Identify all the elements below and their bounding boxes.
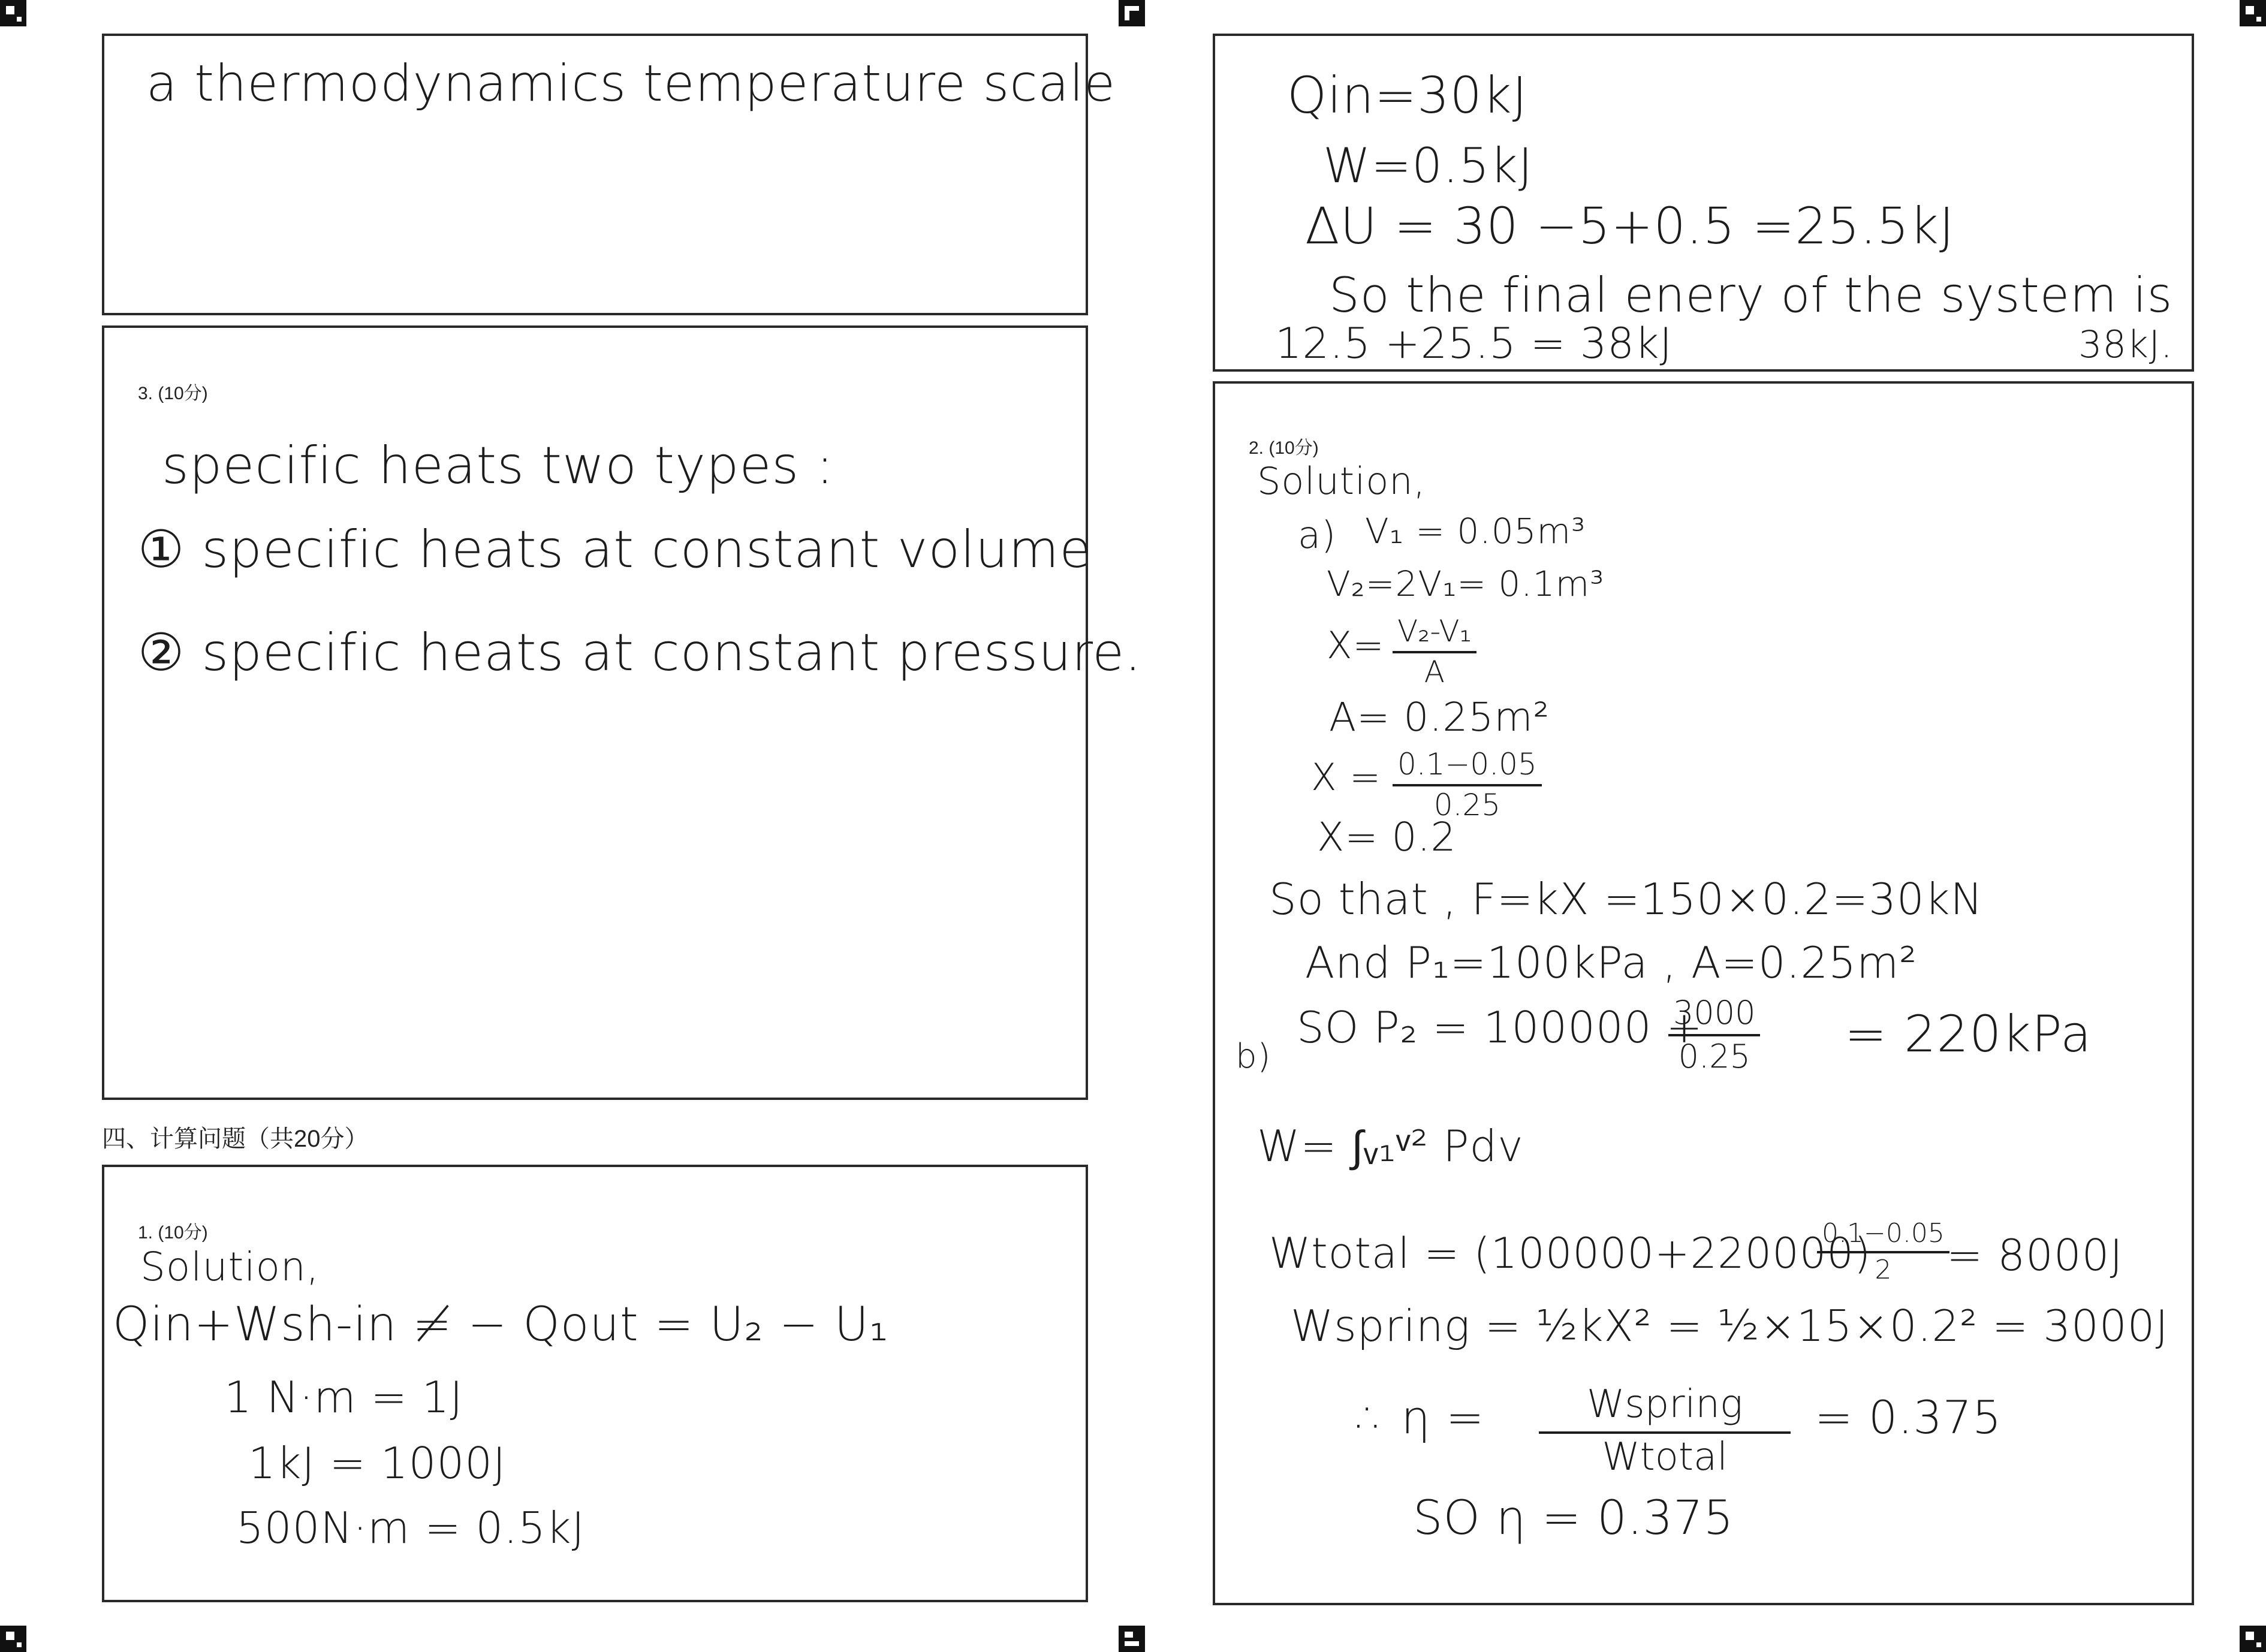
work-spring-line: Wspring = ½kX² = ½×15×0.2² = 3000J: [1291, 1301, 2169, 1351]
efficiency-fraction: [1539, 1382, 1791, 1479]
answer-box-definition: [102, 34, 1116, 315]
x-result-line: X= 0.2: [1317, 814, 1457, 860]
fraction-denominator: 0.25: [1433, 788, 1501, 822]
handwritten-line-2: W=0.5kJ: [1323, 138, 1533, 194]
corner-marker-bottom-right: [2240, 1626, 2266, 1652]
efficiency-final-line: SO η = 0.375: [1413, 1491, 1734, 1545]
fraction-numerator: 0.1−0.05: [1393, 747, 1542, 786]
pressure-1-line: And P₁=100kPa , A=0.25m²: [1305, 937, 1918, 988]
answer-box-continued: [1213, 34, 2194, 372]
answer-box-problem-1: [102, 1165, 1088, 1602]
handwritten-line-3: 1 N·m = 1J: [224, 1372, 463, 1422]
handwritten-line-1: specific heats two types :: [162, 436, 834, 496]
fraction-numerator: Wspring: [1539, 1382, 1791, 1434]
corner-marker-top-right: [2240, 0, 2266, 26]
handwritten-line-3: ② specific heats at constant pressure.: [138, 623, 1142, 683]
fraction-numerator: V₂-V₁: [1393, 614, 1476, 653]
pressure-2-rhs: = 220kPa: [1845, 1005, 2092, 1063]
section-title: 四、计算问题（共20分）: [102, 1126, 369, 1152]
handwritten-line-1: Qin=30kJ: [1287, 66, 1528, 125]
work-total-lhs: Wtotal = (100000+220000): [1269, 1229, 1872, 1278]
handwritten-line-4: 1kJ = 1000J: [248, 1438, 507, 1488]
work-total-fraction: [1817, 1218, 1949, 1285]
handwritten-line-5: 12.5 +25.5 = 38kJ: [1275, 319, 1673, 368]
area-line: A= 0.25m²: [1329, 694, 1550, 740]
solution-heading: Solution,: [1257, 459, 1426, 503]
x-calc-lhs: X =: [1311, 755, 1382, 799]
fraction-numerator: 0.1−0.05: [1817, 1218, 1949, 1253]
handwritten-line-2: Qin+Wsh-in ≠ − Qout = U₂ − U₁: [113, 1298, 889, 1352]
force-line: So that , F=kX =150×0.2=30kN: [1269, 874, 1984, 924]
corner-marker-bottom-center: [1119, 1626, 1145, 1652]
handwritten-line-5: 500N·m = 0.5kJ: [236, 1503, 585, 1553]
fraction-numerator: 3000: [1668, 994, 1760, 1036]
question-label: 2. (10分): [1249, 438, 1319, 458]
pressure-2-fraction: [1668, 994, 1760, 1075]
part-a-label: a): [1298, 513, 1337, 557]
handwritten-line-6: 38kJ.: [2078, 322, 2173, 366]
corner-marker-bottom-left: [0, 1626, 26, 1652]
work-total-rhs: = 8000J: [1946, 1230, 2123, 1280]
efficiency-lhs: ∴ η =: [1357, 1391, 1485, 1444]
x-definition-lhs: X=: [1327, 623, 1385, 667]
answer-box-question-3: [102, 325, 1142, 1100]
handwritten-line-3: ΔU = 30 −5+0.5 =25.5kJ: [1305, 197, 1955, 255]
question-label: 3. (10分): [138, 384, 208, 403]
volume-1-line: V₁ = 0.05m³: [1365, 511, 1586, 551]
handwritten-line-1: Solution,: [140, 1244, 320, 1290]
work-integral-line: W= ∫ᵥ₁ᵛ² Pdv: [1257, 1121, 1524, 1171]
fraction-denominator: 0.25: [1678, 1038, 1750, 1075]
volume-2-line: V₂=2V₁= 0.1m³: [1327, 563, 1605, 604]
answer-box-problem-2: [1213, 381, 2194, 1605]
efficiency-rhs: = 0.375: [1815, 1391, 2002, 1444]
handwritten-line-2: ① specific heats at constant volume: [138, 520, 1092, 580]
part-b-label: b): [1236, 1037, 1271, 1076]
pressure-2-lhs: SO P₂ = 100000 +: [1297, 1002, 1703, 1053]
handwritten-answer: a thermodynamics temperature scale: [146, 54, 1116, 113]
x-definition-fraction: [1393, 614, 1476, 689]
corner-marker-top-left: [0, 0, 26, 26]
handwritten-line-4: So the final enery of the system is: [1329, 267, 2173, 323]
fraction-denominator: A: [1424, 655, 1445, 689]
fraction-denominator: 2: [1875, 1255, 1892, 1285]
fraction-denominator: Wtotal: [1602, 1435, 1728, 1479]
x-calc-fraction: [1393, 747, 1542, 822]
corner-marker-top-center: [1119, 0, 1145, 26]
question-label: 1. (10分): [138, 1223, 208, 1243]
